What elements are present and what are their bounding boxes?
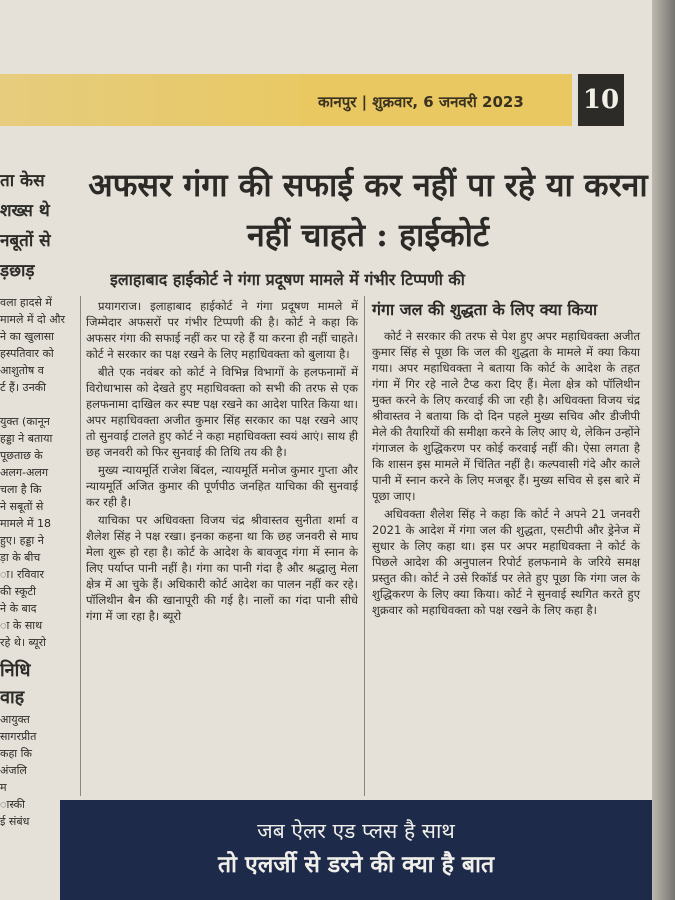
left-text-line: म: [0, 781, 7, 794]
left-text-line: अंजलि: [0, 764, 27, 777]
left-headline-line: ड़छाड़: [0, 261, 35, 281]
left-headline-line: नबूतों से: [0, 231, 51, 251]
left-text-line: [0, 396, 74, 413]
left-text-line: अलग-अलग: [0, 466, 49, 479]
left-headline-line: शख्स थे: [0, 201, 50, 221]
left-text-line: ड़ा के बीच: [0, 551, 41, 564]
article-paragraph: मुख्य न्यायमूर्ति राजेश बिंदल, न्यायमूर्ति मनोज कुमार गुप्ता और न्यायमूर्ति अजित कुमार की पूर्णपीठ जनहित याचिका की सुनवाई कर रही है।: [86, 463, 358, 509]
left-text-line: हड्डा ने बताया: [0, 432, 53, 445]
ad-line: जब ऐलर एड प्लस है साथ: [257, 819, 455, 843]
advertisement-banner: [60, 800, 652, 900]
column-divider: [364, 296, 365, 796]
left-text-line: आयुक्त: [0, 713, 30, 726]
page-number: 10: [578, 74, 624, 126]
left-text-line: ा के साथ: [0, 619, 43, 632]
left-text-line: रहे थे। ब्यूरो: [0, 636, 46, 649]
article-paragraph: कोर्ट ने सरकार की तरफ से पेश हुए अपर महाधिवक्ता अजीत कुमार सिंह से पूछा कि जल की शुद्धता के मामले में क्या किया गया। अपर महाधिवक्ता ने बताया कि कोर्ट के आदेश के तहत गंगा में गिर रहे नाले टैप्ड करा दिए हैं। मेला क्षेत्र को पॉलिथीन मुक्त करने के लिए करवाई की जा रही है। अधिवक्ता विजय चंद्र श्रीवास्तव ने बताया कि दो दिन पहले मुख्य सचिव और डीजीपी मेले की तैयारियों की समीक्षा करने के लिए आए थे, लेकिन उन्होंने गंगाजल के शुद्धिकरण पर कोई करवाई नहीं की। ऐसा लगता है कि शासन इस मामले में चिंतित नहीं है। कल्पवासी गंदे और काले पानी में स्नान करने के लिए मजबूर हैं। मुख्य सचिव से इस बारे में पूछा जाए।: [372, 329, 640, 503]
left-column-fragment: [0, 166, 74, 826]
left-text-line: ा। रविवार: [0, 568, 44, 581]
left-text-line: की स्कूटी: [0, 585, 36, 598]
dateline: कानपुर | शुक्रवार, 6 जनवरी 2023: [318, 93, 524, 111]
left-text-line: युक्त (कानून: [0, 415, 50, 428]
left-heading2-line: निधि: [0, 660, 31, 681]
left-text-line: ई संबंध: [0, 815, 30, 826]
left-text-line: मामले में दो और: [0, 313, 65, 326]
left-text-line: कहा कि: [0, 747, 32, 760]
article-body-side: [372, 298, 640, 620]
column-divider: [80, 296, 81, 796]
left-headline-line: ता केस: [0, 171, 45, 191]
article-paragraph: बीते एक नवंबर को कोर्ट ने विभिन्न विभागों के हलफनामों में विरोधाभास को देखते हुए महाधिवक्ता को सभी की तरफ से एक हलफनामा दाखिल कर स्पष्ट पक्ष रखने का आदेश पारित किया था। अपर महाधिवक्ता अजीत कुमार सिंह सरकार का पक्ष रखने आए तो सुनवाई टालते हुए कोर्ट ने कहा महाधिवक्ता स्वयं आएं। साथ ही छह जनवरी को फिर सुनवाई की तिथि तय की है।: [86, 365, 358, 459]
left-text-line: सागरप्रीत: [0, 730, 37, 743]
article-headline: अफसर गंगा की सफाई कर नहीं पा रहे या करना नहीं चाहते : हाईकोर्ट: [88, 166, 648, 254]
left-text-line: ने सबूतों से: [0, 500, 44, 513]
left-text-line: हस्पतिवार को: [0, 347, 54, 360]
left-text-line: वला हादसे में: [0, 296, 52, 309]
left-text-line: मामले में 18: [0, 517, 52, 530]
header-band: [0, 74, 300, 126]
page-edge-shadow: [652, 0, 675, 900]
left-text-line: ास्की: [0, 798, 25, 811]
left-text-line: हुए। हड्डा ने: [0, 534, 44, 547]
article-paragraph: याचिका पर अधिवक्ता विजय चंद्र श्रीवास्तव सुनीता शर्मा व शैलेश सिंह ने पक्ष रखा। इनका कहना था कि छह जनवरी से माघ मेला शुरू हो रहा है। कोर्ट के आदेश के बावजूद गंगा में स्नान के लिए पर्याप्त पानी नहीं है। गंगा का पानी गंदा है और श्रद्धालु मेला क्षेत्र में आ चुके हैं। अधिकारी कोर्ट आदेश का पालन नहीं कर रहे। पॉलिथीन बैन की खानापूरी की गई है। नालों का गंदा पानी सीधे गंगा में जा रहा है। ब्यूरो: [86, 513, 358, 623]
article-body-main: [86, 298, 358, 626]
ad-line: तो एलर्जी से डरने की क्या है बात: [217, 852, 495, 878]
left-heading2-line: वाह: [0, 687, 25, 708]
left-text-line: ने का खुलासा: [0, 330, 54, 343]
article-subheadline: इलाहाबाद हाईकोर्ट ने गंगा प्रदूषण मामले में गंभीर टिप्पणी की: [110, 270, 465, 289]
left-text-line: ने के बाद: [0, 602, 37, 615]
left-text-line: आशुतोष व: [0, 364, 44, 377]
article-paragraph: प्रयागराज। इलाहाबाद हाईकोर्ट ने गंगा प्रदूषण मामले में जिम्मेदार अफसरों पर गंभीर टिप्पणी की है। कोर्ट ने कहा कि अफसर गंगा की सफाई नहीं कर पा रहे हैं या करना ही नहीं चाहते। कोर्ट ने सरकार का पक्ष रखने के लिए महाधिवक्ता को बुलाया है।: [86, 299, 358, 361]
left-text-line: र्ट हैं। उनकी: [0, 381, 46, 394]
left-text-line: पूछताछ के: [0, 449, 43, 462]
article-paragraph: अधिवक्ता शैलेश सिंह ने कहा कि कोर्ट ने अपने 21 जनवरी 2021 के आदेश में गंगा जल की शुद्धता, एसटीपी और ड्रेनेज में सुधार के लिए कहा था। इस पर अपर महाधिवक्ता ने कोर्ट के पिछले आदेश की अनुपालन रिपोर्ट हलफनामे के जरिये समक्ष प्रस्तुत की। कोर्ट ने उसे रिकॉर्ड पर लेते हुए पूछा कि गंगा जल के शुद्धिकरण के लिए क्या किया। कोर्ट ने सुनवाई स्थगित करते हुए शुक्रवार को महाधिवक्ता को पक्ष रखने के लिए कहा है।: [372, 507, 640, 617]
side-heading: गंगा जल की शुद्धता के लिए क्या किया: [372, 300, 598, 319]
left-text-line: चला है कि: [0, 483, 42, 496]
